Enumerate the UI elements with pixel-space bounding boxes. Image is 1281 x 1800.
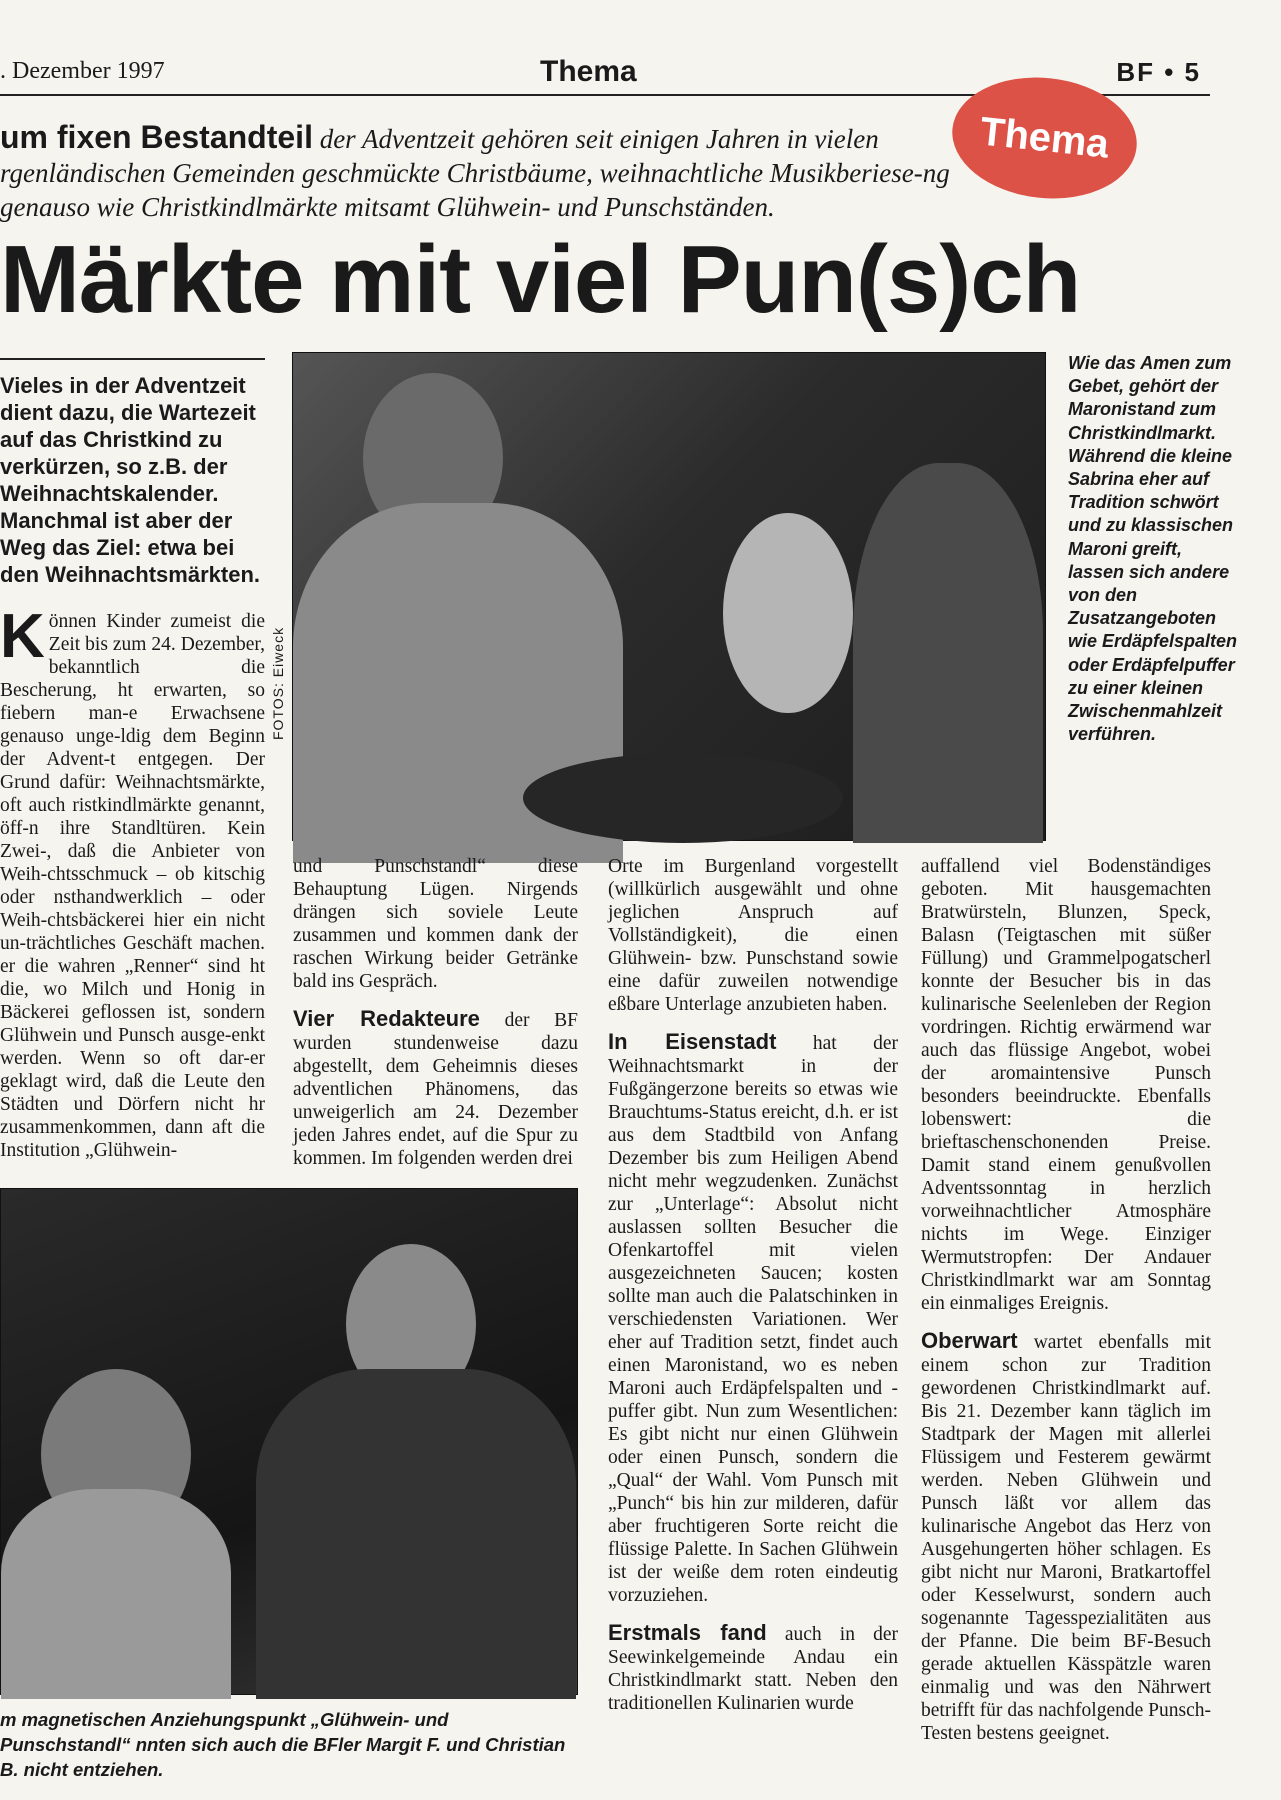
section-title: Thema: [540, 55, 637, 88]
photo-figure-child: [723, 513, 853, 713]
photo-caption-maroni: Wie das Amen zum Gebet, gehört der Maronistand zum Christkindlmarkt. Während die kleine Sabrina eher auf Tradition schwört und zu klassischen Maroni greift, lassen sich andere von den Zusatzangeboten wie Erdäpfelspalten oder Erdäpfelpuffer zu einer kleinen Zwischenmahlzeit verführen.: [1068, 353, 1238, 745]
column-3-text-2: hat der Weihnachtsmarkt in der Fußgängerzone bereits so etwas wie Brauchtums-Status ereicht, d.h. er ist aus dem Stadtbild von Anfang Dezember bis zum Heiligen Abend nicht mehr wegzudenken. Zunächst zur „Unterlage“: Absolut nicht auslassen sollten Besucher die Ofenkartoffel mit vielen ausgezeichneten Saucen; kosten sollte man auch die Palatschinken in verschiedensten Variationen. Wer eher auf Tradition setzt, findet auch einen Maronistand, wo es neben Maroni auch Erdäpfelspalten und -puffer gibt. Nun zum Wesentlichen: Es gibt nicht nur einen Glühwein oder einen Punsch, sondern die „Qual“ der Wahl. Vom Punsch mit „Punch“ bis hin zur milderen, dafür aber fruchtigeren Sorte reicht die flüssige Palette. In Sachen Glühwein ist der weiße dem roten eindeutig vorzuziehen.: [608, 1033, 898, 1606]
subhead-vier-redakteure: Vier Redakteure: [293, 1006, 480, 1031]
column-2-text-2: der BF wurden stundenweise dazu abgestellt, dem Geheimnis dieses adventlichen Phänomens, das unweigerlich am 24. Dezember jeden Jahres endet, auf die Spur zu kommen. Im folgenden werden drei: [293, 1010, 578, 1169]
photo-figure-woman: [853, 463, 1043, 843]
photo-caption-gluehwein: m magnetischen Anziehungspunkt „Glühwein- und Punschstandl“ nnten sich auch die BFler Margit F. und Christian B. nicht entziehen.: [0, 1709, 566, 1780]
article-column-3: [608, 855, 898, 1715]
headline: Märkte mit viel Pun(s)ch: [0, 226, 1081, 333]
column-3-text-3: auch in der Seewinkelgemeinde Andau ein Christkindlmarkt statt. Neben den traditionellen Kulinarien wurde: [608, 1624, 898, 1714]
photo-maroni-stand: [292, 352, 1046, 841]
subhead-erstmals-fand: Erstmals fand: [608, 1620, 767, 1645]
photo-chestnut-pan: [523, 753, 843, 843]
column-3-paragraph-1: Orte im Burgenland vorgestellt (willkürlich ausgewählt und ohne jeglichen Anspruch auf Vollständigkeit), die einen Glühwein- bzw. Punschstand sowie eine dafür zuweilen notwendige eßbare Unterlage anzubieten haben.: [608, 856, 898, 1015]
photo-gluehwein-stand: [0, 1188, 578, 1695]
drop-cap: K: [0, 602, 45, 671]
column-3-paragraph-3: [608, 1621, 898, 1715]
thema-badge: Thema: [946, 69, 1143, 208]
column-3-paragraph-2: [608, 1030, 898, 1607]
column-1-text: önnen Kinder zumeist die Zeit bis zum 24. Dezember, bekanntlich die Bescherung, ht erwarten, so fiebern man-e Erwachsene genauso unge-ldig dem Beginn der Advent-t entgegen. Der Grund dafür: Weihnachtsmärkte, oft auch ristkindlmärkte genannt, öff-n ihre Standltüren. Kein Zwei-, daß die Anbieter von Weih-chtsschmuck – ob kitschig oder nsthandwerklich – oder Weih-chtsbäckerei hier ein nicht un-trächtliches Geschäft machen. er die wahren „Renner“ sind ht die, wo Milch und Honig in Bäckerei geflossen ist, sondern Glühwein und Punsch ausge-enkt werden. Wenn so oft dar-er geklagt wird, daß die Leute den Städten und Dörfern nicht hr zusammenkommen, dann aft die Institution „Glühwein-: [0, 611, 265, 1161]
column-2-paragraph-2: [293, 1007, 578, 1170]
intro-paragraph: [0, 120, 950, 224]
page-number: BF • 5: [1116, 57, 1201, 87]
photo-figure-margit-body: [1, 1489, 231, 1699]
column-4-paragraph-2: [921, 1329, 1211, 1745]
column-2-paragraph-1: und Punschstandl“ diese Behauptung Lügen. Nirgends drängen sich soviele Leute zusammen und kommen dank der raschen Wirkung beider Getränke bald ins Gespräch.: [293, 856, 578, 992]
intro-lead-bold: um fixen Bestandteil: [0, 119, 313, 155]
issue-date: . Dezember 1997: [0, 58, 165, 84]
column-4-paragraph-1: auffallend viel Bodenständiges geboten. Mit hausgemachten Bratwürsteln, Blunzen, Speck, Balasn (Teigtaschen mit süßer Füllung) und Grammelpogatscherl konnte der Besucher bis in das kulinarische Seelenleben der Region vordringen. Richtig erwärmend war auch das flüssige Angebot, wobei der aromaintensive Punsch besonders beeindruckte. Ebenfalls lobenswert: die brieftaschenschonenden Preise. Damit stand einem genußvollen Adventssonntag in herzlich vorweihnachtlicher Atmosphäre nichts im Wege. Einziger Wermutstropfen: Der Andauer Christkindlmarkt war am Sonntag ein einmaliges Ereignis.: [921, 856, 1211, 1314]
intro-text: der Adventzeit gehören seit einigen Jahren in vielen rgenländischen Gemeinden geschmückte Christbäume, weihnachtliche Musikberiese-ng genauso wie Christkindlmärkte mitsamt Glühwein- und Punschständen.: [0, 124, 950, 222]
lead-rule: [0, 358, 265, 360]
photo-credit: FOTOS: Eiweck: [270, 626, 286, 740]
article-column-2: [293, 855, 578, 1170]
subhead-oberwart: Oberwart: [921, 1328, 1018, 1353]
lead-paragraph: Vieles in der Adventzeit dient dazu, die Wartezeit auf das Christkind zu verkürzen, so z.B. der Weihnachtskalender. Manchmal ist aber der Weg das Ziel: etwa bei den Weihnachtsmärkten.: [0, 373, 260, 587]
column-4-text-2: wartet ebenfalls mit einem schon zur Tradition gewordenen Christkindlmarkt auf. Bis 21. Dezember kann täglich im Stadtpark der Magen mit allerlei Flüssigem und Festerem gewärmt werden. Neben Glühwein und Punsch läßt vor allem das kulinarische Angebot das Herz von Ausgehungerten höher schlagen. Es gibt nicht nur Maroni, Bratkartoffel oder Kesselwurst, sondern auch sogenannte Tagesspezialitäten aus der Pfanne. Die beim BF-Besuch gerade aktuellen Kässpätzle waren einmalig und was den Nährwert betrifft für das nachfolgende Punsch-Testen bestens geeignet.: [921, 1332, 1211, 1744]
photo-figure-christian-body: [256, 1369, 576, 1699]
subhead-eisenstadt: In Eisenstadt: [608, 1029, 777, 1054]
article-column-1: [0, 602, 265, 1162]
article-column-4: [921, 855, 1211, 1745]
